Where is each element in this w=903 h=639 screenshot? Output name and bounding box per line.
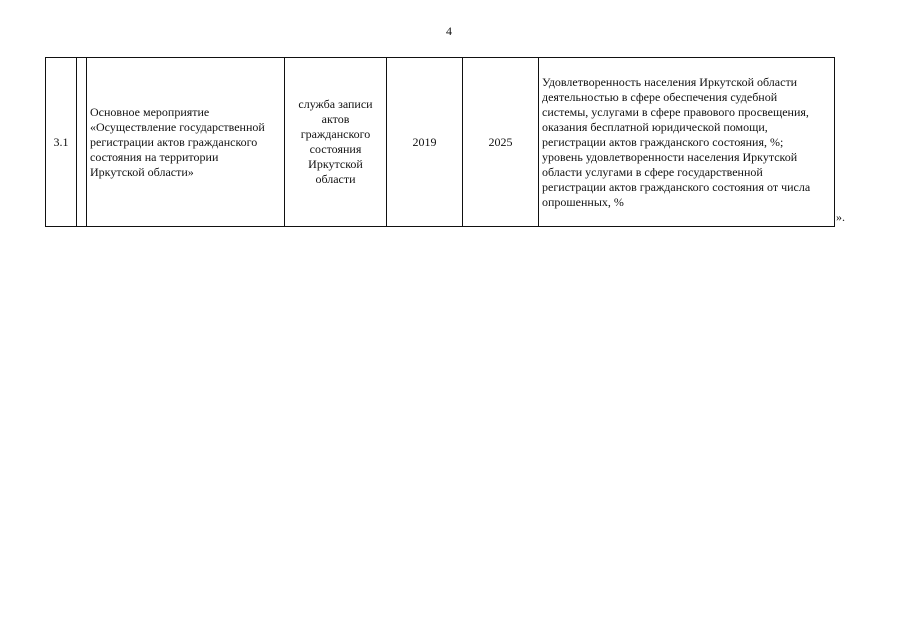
spacer-cell [77,58,87,227]
executor-name: служба записи актов гражданского состояния Иркутской области [298,97,373,186]
end-year: 2025 [488,134,513,149]
table-row [46,58,835,227]
indicators-text: Удовлетворенность населения Иркутской области деятельностью в сфере обеспечения судебной системы, услугами в сфере правового просвещения, оказания бесплатной юридической помощи, регистрации актов гражданского состояния, %; уровень удовлетворенности населения Иркутской области услугами в сфере государственной регистрации актов гражданского состояния от числа опрошенных, % [542,74,811,209]
row-number: 3.1 [53,134,69,149]
closing-quote-mark: ». [836,210,845,224]
event-cell [87,58,285,227]
start-year: 2019 [412,134,437,149]
indicators-cell [539,58,835,227]
start-year-cell [387,58,463,227]
event-name: Основное мероприятие «Осуществление государственной регистрации актов гражданского состояния на территории Иркутской области» [90,104,265,179]
executor-cell [285,58,387,227]
end-year-cell [463,58,539,227]
page-number: 4 [446,24,452,38]
row-number-cell [46,58,77,227]
program-table [45,57,835,227]
